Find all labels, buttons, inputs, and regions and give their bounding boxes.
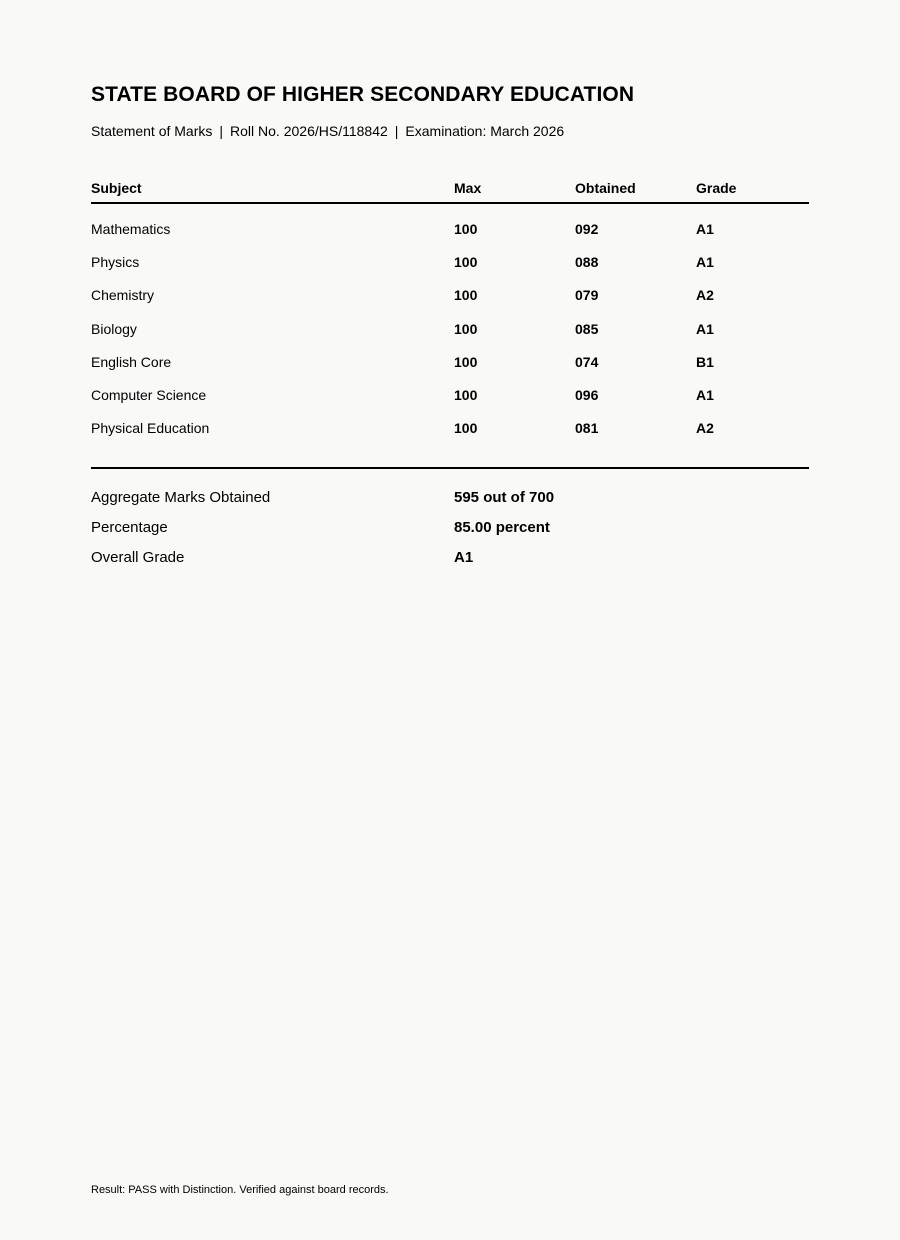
max-cell: 100 [454, 353, 478, 370]
subject-cell: Biology [91, 320, 137, 337]
table-row [91, 321, 809, 354]
max-cell: 100 [454, 320, 478, 337]
obtained-cell: 096 [575, 386, 599, 403]
separator: | [219, 123, 224, 139]
subject-cell: Mathematics [91, 221, 171, 237]
roll-number: Roll No. 2026/HS/118842 [230, 123, 388, 139]
table-row [91, 420, 809, 453]
overall-grade-value: A1 [454, 549, 474, 566]
table-row [91, 254, 809, 287]
marks-table [91, 180, 809, 453]
aggregate-label: Aggregate Marks Obtained [91, 489, 271, 506]
marks-statement-page [91, 0, 809, 1240]
grade-cell: A2 [696, 287, 714, 304]
subject-cell: Computer Science [91, 386, 207, 403]
column-header-max: Max [454, 180, 482, 196]
table-row [91, 221, 809, 254]
grade-cell: A2 [696, 420, 714, 437]
overall-grade-label: Overall Grade [91, 549, 185, 566]
aggregate-row [91, 489, 809, 519]
percentage-value: 85.00 percent [454, 519, 550, 536]
obtained-cell: 074 [575, 353, 599, 370]
grade-cell: A1 [696, 320, 714, 337]
obtained-cell: 079 [575, 287, 599, 304]
max-cell: 100 [454, 221, 478, 237]
max-cell: 100 [454, 287, 478, 304]
grade-cell: A1 [696, 254, 714, 271]
subject-cell: Physical Education [91, 420, 210, 437]
max-cell: 100 [454, 420, 478, 437]
percentage-label: Percentage [91, 519, 168, 536]
overall-grade-row [91, 549, 809, 579]
column-header-subject: Subject [91, 180, 142, 196]
subject-cell: English Core [91, 353, 172, 370]
obtained-cell: 088 [575, 254, 599, 271]
document-subtitle [91, 123, 564, 139]
obtained-cell: 085 [575, 320, 599, 337]
column-header-obtained: Obtained [575, 180, 636, 196]
summary-section [91, 489, 809, 579]
separator: | [394, 123, 399, 139]
document-title: STATE BOARD OF HIGHER SECONDARY EDUCATION [91, 83, 635, 106]
summary-divider [91, 467, 809, 469]
result-note: Result: PASS with Distinction. Verified against board records. [91, 1184, 389, 1196]
table-body [91, 204, 809, 453]
column-header-grade: Grade [696, 180, 737, 196]
statement-label: Statement of Marks [91, 123, 213, 139]
table-row [91, 354, 809, 387]
grade-cell: A1 [696, 221, 714, 237]
table-row [91, 387, 809, 420]
max-cell: 100 [454, 386, 478, 403]
subject-cell: Chemistry [91, 287, 155, 304]
table-header [91, 180, 809, 204]
grade-cell: A1 [696, 386, 714, 403]
subject-cell: Physics [91, 254, 140, 271]
obtained-cell: 092 [575, 221, 599, 237]
percentage-row [91, 519, 809, 549]
max-cell: 100 [454, 254, 478, 271]
examination-label: Examination: March 2026 [405, 123, 565, 139]
table-row [91, 287, 809, 320]
aggregate-value: 595 out of 700 [454, 489, 555, 506]
grade-cell: B1 [696, 353, 714, 370]
obtained-cell: 081 [575, 420, 599, 437]
